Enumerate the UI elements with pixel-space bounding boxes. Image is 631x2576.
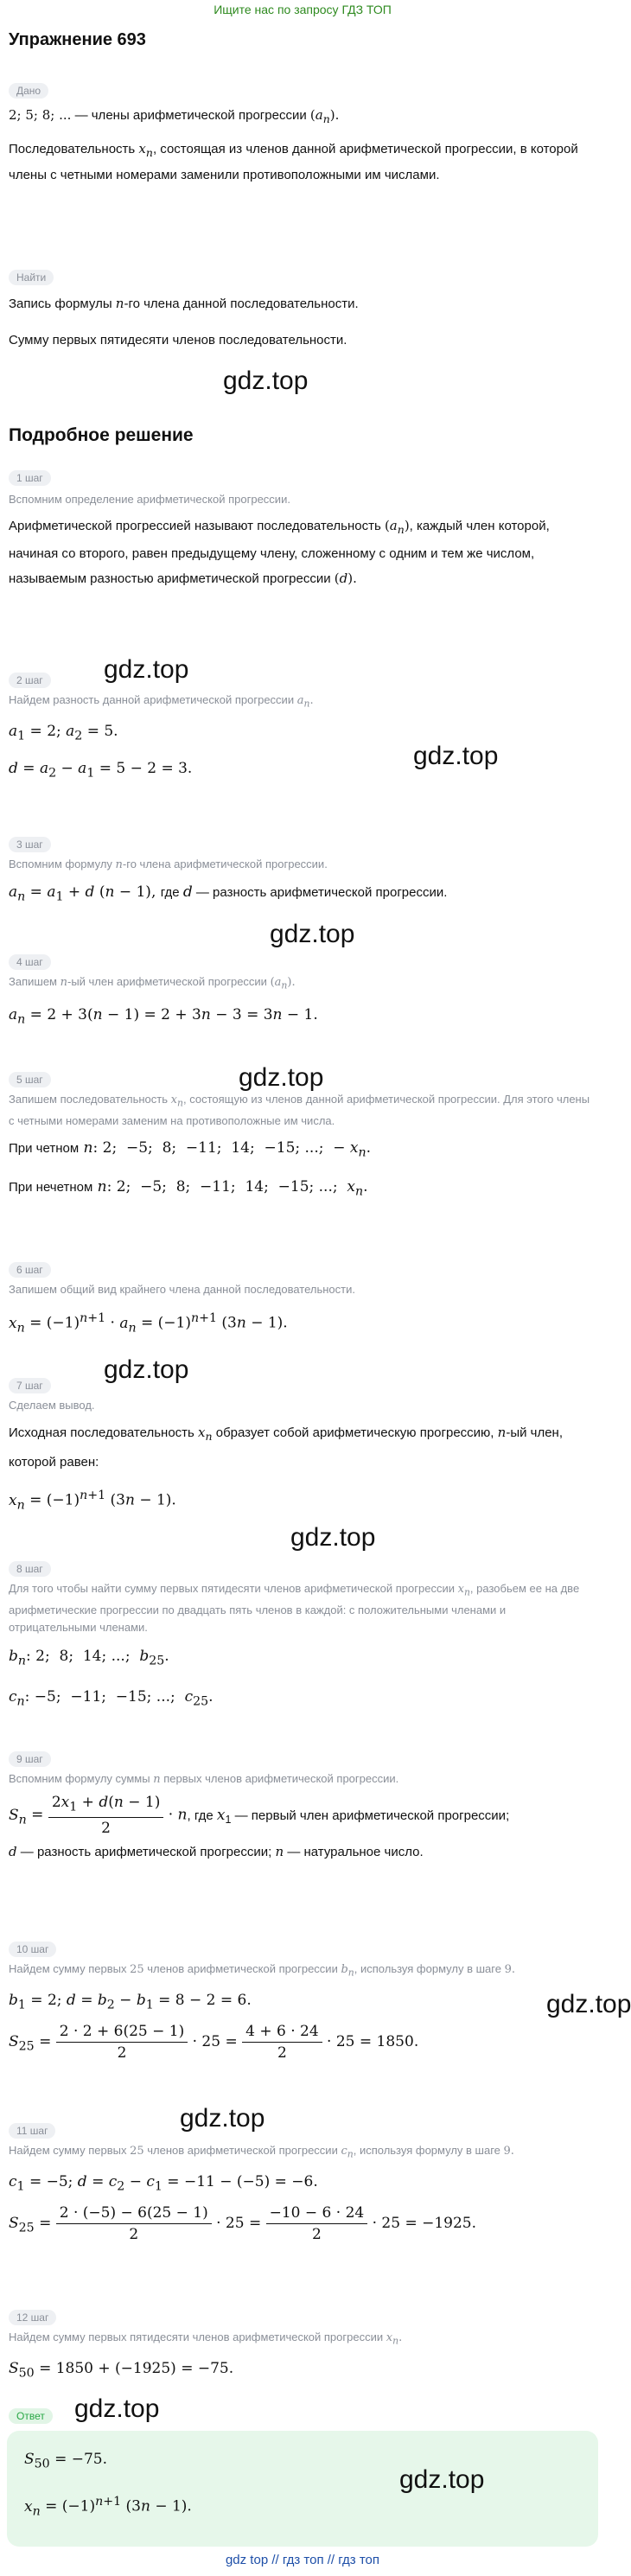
watermark: gdz.top — [290, 1523, 376, 1552]
step-pill: 4 шаг — [9, 954, 51, 970]
watermark: gdz.top — [413, 742, 499, 770]
step-pill: 11 шаг — [9, 2123, 55, 2139]
watermark: gdz.top — [74, 2394, 160, 2423]
given-line-2: Последовательность $x_n$, состоящая из членов данной арифметической прогрессии, в которой члены с четными номерами заменили противоположными им числами. — [9, 141, 578, 182]
step-hint: Вспомним определение арифметической прогрессии. — [9, 493, 290, 506]
equation: $a_1 = 2$; $a_2 = 5$. — [9, 722, 118, 743]
step-pill: 1 шаг — [9, 470, 51, 486]
step-9 — [0, 1751, 605, 1865]
equation: $b_n$: 2; 8; 14; ...; $b_{25}$. — [9, 1647, 169, 1667]
step-6 — [0, 1262, 605, 1341]
footer-links[interactable]: gdz top // гдз топ // гдз топ — [225, 2553, 380, 2567]
step-hint: Найдем разность данной арифметической прогрессии $a_n$. — [9, 693, 314, 710]
step-1 — [0, 470, 605, 591]
equation: $a_n = 2 + 3(n - 1) = 2 + 3n - 3 = 3n - 1$. — [9, 1005, 318, 1026]
given-pill: Дано — [9, 83, 48, 99]
watermark: gdz.top — [270, 920, 355, 948]
answer-pill: Ответ — [9, 2408, 53, 2424]
step-10 — [0, 1942, 605, 2063]
step-hint: Найдем сумму первых 25 членов арифметической прогрессии $c_n$, используя формулу в шаге 9. — [9, 2144, 514, 2160]
solution-title: Подробное решение — [9, 425, 194, 445]
step-hint: Вспомним формулу суммы n первых членов арифметической прогрессии. — [9, 1772, 399, 1786]
equation: $c_1 = -5$; $d = c_2 - c_1 = -11 - (-5) = -6$. — [9, 2172, 318, 2193]
equation: $c_n$: −5; −11; −15; ...; $c_{25}$. — [9, 1687, 214, 1709]
equation: $d = a_2 - a_1 = 5 - 2 = 3$. — [9, 759, 193, 781]
find-pill: Найти — [9, 270, 54, 285]
step-3 — [0, 837, 605, 909]
find-line-1: Запись формулы n-го члена данной последовательности. — [9, 296, 359, 311]
watermark: gdz.top — [223, 367, 309, 395]
step-5 — [0, 1072, 605, 1204]
step-hint: Запишем последовательность $x_n$, состоящую из членов данной арифметической прогрессии. Для этого члены с четными номерами заменим на противоположные им числа. — [9, 1093, 590, 1127]
step-hint: Запишем общий вид крайнего члена данной последовательности. — [9, 1283, 355, 1296]
step-hint: Найдем сумму первых 25 членов арифметической прогрессии $b_n$, используя формулу в шаге 9. — [9, 1962, 515, 1979]
step-2 — [0, 673, 605, 786]
step-hint: Для того чтобы найти сумму первых пятидесяти членов арифметической прогрессии $x_n$, разобьем ее на две арифметические прогрессии по двадцать пять членов в каждой: с положительными членами и отрицательными членами. — [9, 1582, 580, 1634]
watermark: gdz.top — [239, 1063, 324, 1092]
step-8 — [0, 1561, 605, 1714]
step-pill: 6 шаг — [9, 1262, 51, 1278]
step-pill: 7 шаг — [9, 1378, 51, 1393]
equation: $x_n = (-1)^{n+1}$ (3n − 1). — [24, 2495, 192, 2519]
banner[interactable]: Ищите нас по запросу ГДЗ ТОП — [214, 3, 392, 16]
equation: При нечетном n: 2; −5; 8; −11; 14; −15; ...; $x_n$. — [9, 1177, 368, 1199]
watermark: gdz.top — [546, 1990, 631, 2018]
step-text: d — разность арифметической прогрессии; n — натуральное число. — [9, 1844, 424, 1860]
step-pill: 3 шаг — [9, 837, 51, 852]
page-title: Упражнение 693 — [9, 30, 146, 49]
step-text: Исходная последовательность $x_n$ образует собой арифметическую прогрессию, n-ый член, которой равен: — [9, 1425, 564, 1470]
step-pill: 2 шаг — [9, 673, 51, 688]
step-11 — [0, 2123, 605, 2245]
step-pill: 9 шаг — [9, 1751, 51, 1767]
find-block — [0, 270, 605, 352]
step-hint: Запишем n-ый член арифметической прогрессии $(a_n)$. — [9, 975, 296, 992]
answer-box — [7, 2431, 598, 2547]
equation: $x_n = (-1)^{n+1} \cdot a_n = (-1)^{n+1}$ (3n − 1). — [9, 1311, 288, 1336]
watermark: gdz.top — [104, 655, 189, 684]
step-12 — [0, 2310, 605, 2386]
equation: При четном n: 2; −5; 8; −11; 14; −15; ...; − $x_n$. — [9, 1138, 372, 1159]
equation: $a_n = a_1 + d$ (n − 1), где d — разность арифметической прогрессии. — [9, 883, 448, 904]
step-pill: 10 шаг — [9, 1942, 56, 1957]
step-hint: Вспомним формулу n-го члена арифметической прогрессии. — [9, 858, 328, 871]
step-7 — [0, 1378, 605, 1518]
equation: $b_1 = 2$; $d = b_2 - b_1 = 8 - 2 = 6$. — [9, 1991, 252, 2012]
step-4 — [0, 954, 605, 1032]
step-pill: 8 шаг — [9, 1561, 51, 1577]
watermark: gdz.top — [399, 2465, 485, 2494]
equation: $S_n$ = $\frac{2x_1 + d(n - 1)}{2}$ · n, где $x_1$ — первый член арифметической прогрессии; — [9, 1794, 510, 1838]
find-line-2: Сумму первых пятидесяти членов последовательности. — [9, 333, 347, 348]
step-pill: 5 шаг — [9, 1072, 51, 1087]
watermark: gdz.top — [180, 2104, 265, 2133]
step-hint: Найдем сумму первых пятидесяти членов арифметической прогрессии $x_n$. — [9, 2331, 403, 2347]
given-block — [0, 83, 605, 187]
equation: $x_n = (-1)^{n+1}$ (3n − 1). — [9, 1489, 176, 1513]
given-line-1: 2; 5; 8; ... — члены арифметической прогрессии $(a_n)$. — [9, 107, 340, 125]
step-text: Арифметической прогрессией называют последовательность $(a_n)$, каждый член которой, начиная со второго, равен предыдущему члену, сложенному с одним и тем же числом, называемым разностью арифметической прогрессии (d). — [9, 518, 550, 586]
step-hint: Сделаем вывод. — [9, 1399, 95, 1412]
watermark: gdz.top — [104, 1355, 189, 1384]
equation: $S_{50} = 1850 + (-1925) = -75$. — [9, 2359, 234, 2380]
equation: $S_{25}$ = $\frac{2 \cdot (-5) - 6(25 - 1)}{2}$ · 25 = $\frac{-10 - 6 \cdot 24}{2}$ · 25 = −1925. — [9, 2203, 477, 2243]
equation: $S_{50} = -75$. — [24, 2451, 108, 2471]
equation: $S_{25}$ = $\frac{2 \cdot 2 + 6(25 - 1)}{2}$ · 25 = $\frac{4 + 6 \cdot 24}{2}$ · 25 = 1850. — [9, 2022, 419, 2062]
step-pill: 12 шаг — [9, 2310, 56, 2325]
answer-block — [0, 2408, 605, 2547]
